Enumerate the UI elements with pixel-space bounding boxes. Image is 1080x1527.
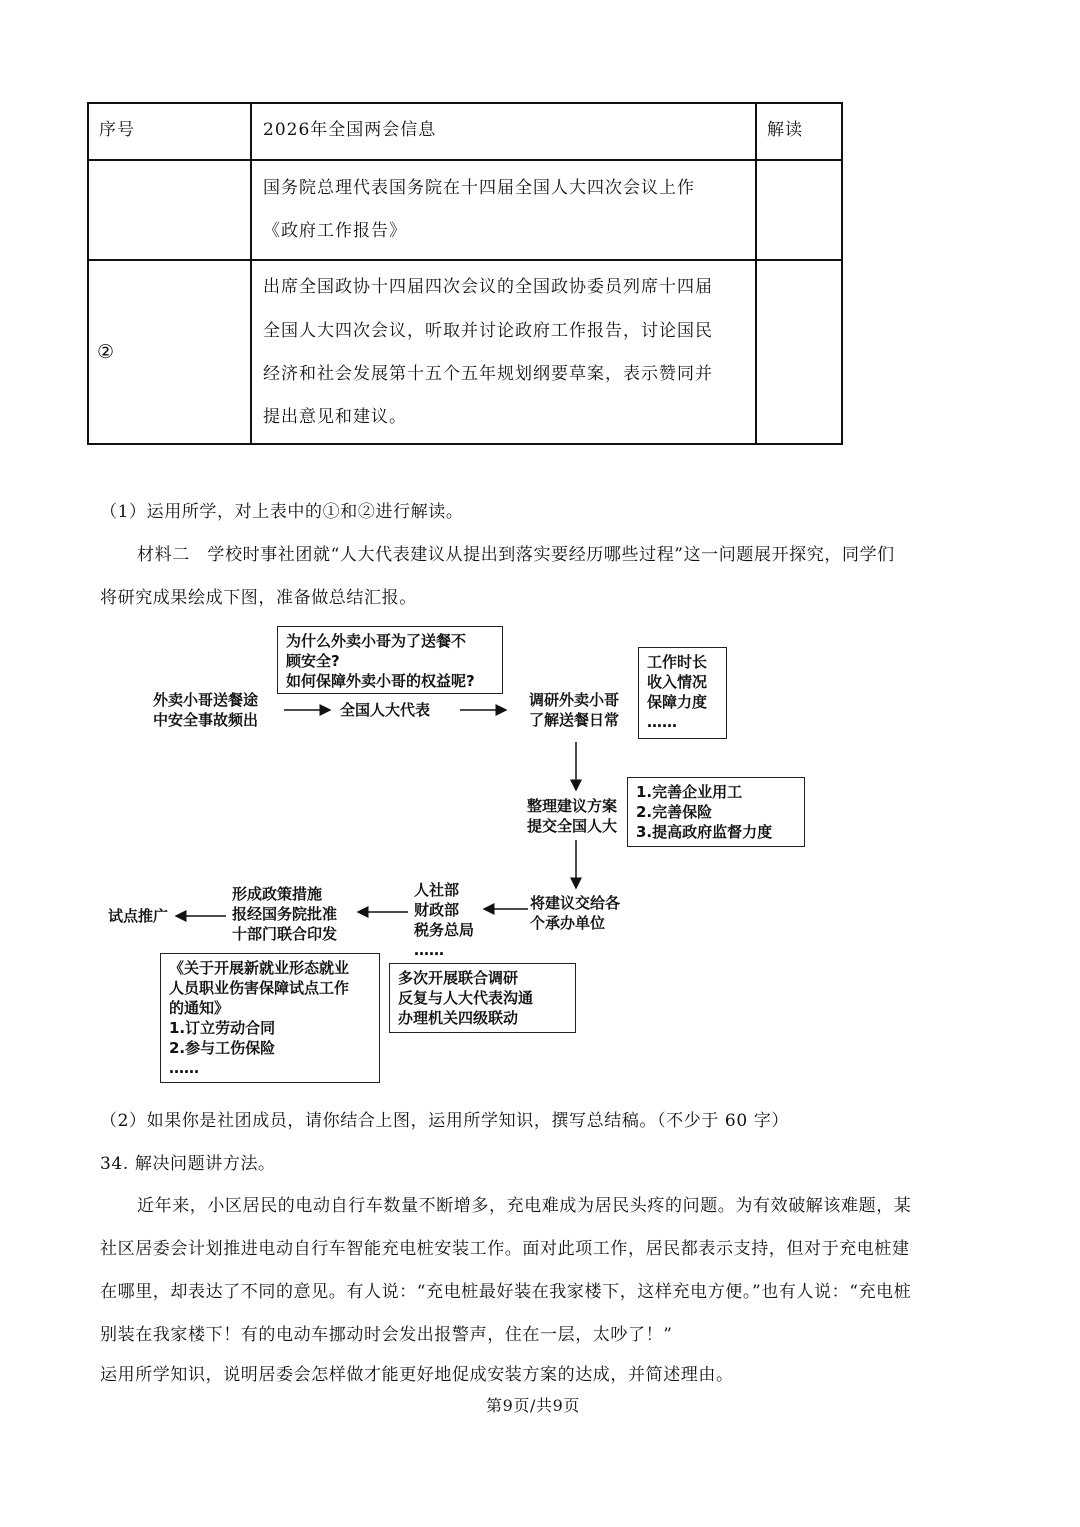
pilot-node: 试点推广	[108, 907, 169, 925]
units-node-line2: 财政部	[414, 901, 460, 919]
header-info: 2026年全国两会信息	[263, 120, 437, 140]
research-detail-line2: 收入情况	[647, 673, 708, 691]
question-box-line2: 顾安全?	[286, 652, 340, 670]
q34-line3: 在哪里，却表达了不同的意见。有人说：“充电桩最好装在我家楼下，这样充电方便。”也有人说：“充电桩	[100, 1282, 912, 1302]
row2-info-line3: 经济和社会发展第十五个五年规划纲要草案，表示赞同并	[263, 364, 713, 384]
assign-node	[530, 893, 620, 933]
proposal-detail-box	[627, 777, 805, 847]
proposal-detail-line3: 3.提高政府监督力度	[636, 823, 773, 841]
proposal-detail-line1: 1.完善企业用工	[636, 783, 743, 801]
page-footer: 第9页/共9页	[486, 1396, 580, 1415]
start-node	[153, 690, 258, 730]
research-detail-line3: 保障力度	[647, 693, 708, 711]
header-number: 序号	[99, 120, 135, 140]
q34-ask: 运用所学知识，说明居委会怎样做才能更好地促成安装方案的达成，并简述理由。	[100, 1365, 734, 1385]
policy-node-line3: 十部门联合印发	[232, 925, 338, 943]
policy-node-line2: 报经国务院批准	[232, 905, 338, 923]
proposal-node-line1: 整理建议方案	[527, 797, 618, 815]
row2-info-line4: 提出意见和建议。	[263, 407, 407, 427]
header-interpret: 解读	[767, 120, 803, 140]
material-2-line1: 材料二 学校时事社团就“人大代表建议从提出到落实要经历哪些过程”这一问题展开探究，同学们	[137, 545, 895, 565]
assign-node-line2: 个承办单位	[530, 914, 606, 932]
policy-detail-box	[160, 953, 380, 1083]
assign-node-line1: 将建议交给各	[530, 894, 621, 912]
q34-title: 34. 解决问题讲方法。	[100, 1154, 276, 1174]
row1-info-line2: 《政府工作报告》	[263, 221, 407, 241]
question-box	[277, 626, 503, 694]
policy-detail-line2: 人员职业伤害保障试点工作	[169, 979, 350, 997]
question-box-line3: 如何保障外卖小哥的权益呢?	[286, 672, 475, 690]
row2-info-line1: 出席全国政协十四届四次会议的全国政协委员列席十四届	[263, 277, 713, 297]
research-detail-line4: ……	[647, 713, 677, 731]
units-node-line3: 税务总局	[414, 921, 475, 939]
deputy-node: 全国人大代表	[340, 701, 431, 719]
units-detail-line3: 办理机关四级联动	[398, 1009, 519, 1027]
proposal-node-line2: 提交全国人大	[527, 817, 618, 835]
units-node-line1: 人社部	[414, 881, 460, 899]
start-node-line1: 外卖小哥送餐途	[153, 691, 259, 709]
q34-line1: 近年来，小区居民的电动自行车数量不断增多，充电难成为居民头疼的问题。为有效破解该难题，某	[137, 1196, 912, 1216]
proposal-node	[527, 796, 617, 836]
units-node-line4: ……	[414, 941, 444, 959]
units-node	[414, 880, 474, 960]
start-node-line2: 中安全事故频出	[153, 711, 259, 729]
research-node-line1: 调研外卖小哥	[529, 691, 620, 709]
research-node	[529, 690, 619, 730]
research-detail-line1: 工作时长	[647, 653, 708, 671]
units-detail-box	[389, 963, 576, 1033]
question-2: （2）如果你是社团成员，请你结合上图，运用所学知识，撰写总结稿。（不少于 60 字）	[100, 1111, 789, 1131]
policy-detail-line5: 2.参与工伤保险	[169, 1039, 276, 1057]
proposal-detail-line2: 2.完善保险	[636, 803, 713, 821]
q34-line2: 社区居委会计划推进电动自行车智能充电桩安装工作。面对此项工作，居民都表示支持，但对于充电桩建	[100, 1239, 910, 1259]
q34-line4: 别装在我家楼下！有的电动车挪动时会发出报警声，住在一层，太吵了！”	[100, 1325, 673, 1345]
material-2-line2: 将研究成果绘成下图，准备做总结汇报。	[100, 588, 417, 608]
units-detail-line1: 多次开展联合调研	[398, 969, 519, 987]
question-1: （1）运用所学，对上表中的①和②进行解读。	[100, 502, 464, 522]
policy-node	[232, 884, 337, 944]
policy-node-line1: 形成政策措施	[232, 885, 323, 903]
research-detail-box	[638, 647, 727, 739]
policy-detail-line4: 1.订立劳动合同	[169, 1019, 276, 1037]
row2-number: ②	[97, 341, 116, 363]
research-node-line2: 了解送餐日常	[529, 711, 620, 729]
units-detail-line2: 反复与人大代表沟通	[398, 989, 534, 1007]
row1-info-line1: 国务院总理代表国务院在十四届全国人大四次会议上作	[263, 178, 695, 198]
policy-detail-line3: 的通知》	[169, 999, 230, 1017]
policy-detail-line1: 《关于开展新就业形态就业	[169, 959, 350, 977]
question-box-line1: 为什么外卖小哥为了送餐不	[286, 632, 467, 650]
row2-info-line2: 全国人大四次会议，听取并讨论政府工作报告，讨论国民	[263, 321, 713, 341]
policy-detail-line6: ……	[169, 1059, 199, 1077]
